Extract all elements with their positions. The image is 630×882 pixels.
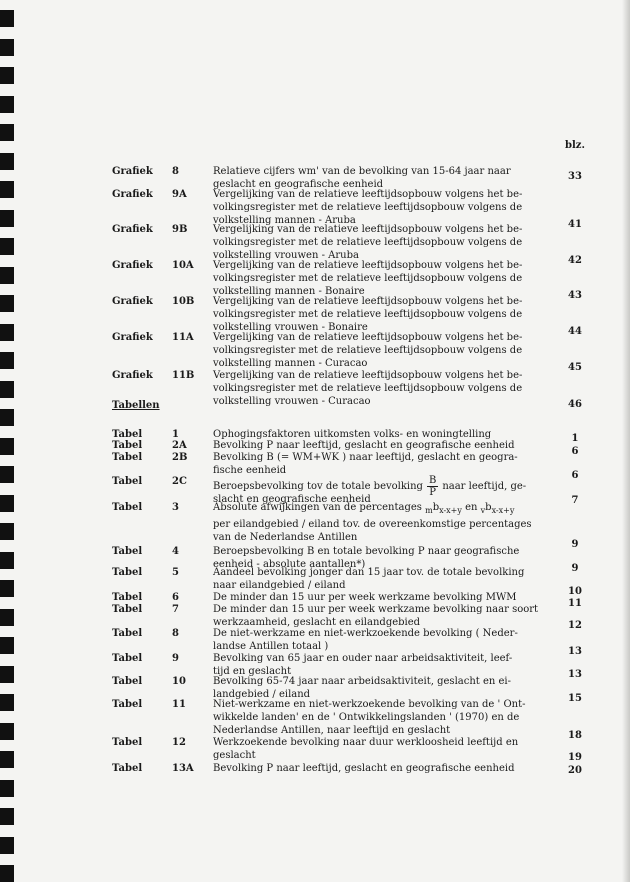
entry-page-number: 10 [568,586,582,597]
entry-number: 8 [172,166,179,177]
fraction [427,475,438,498]
subscript: v [480,506,486,515]
entry-kind: Tabel [112,429,143,440]
entry-kind: Tabel [112,502,143,513]
entry-kind: Grafiek [112,370,153,381]
entry-description [213,762,543,775]
entry-description [213,698,543,737]
binder-hole [0,438,14,455]
fraction-denominator: P [429,487,436,498]
entry-number: 11A [172,332,194,343]
description-line: volkingsregister met de relatieve leeftijdsopbouw volgens de [213,345,523,356]
entry-kind: Grafiek [112,296,153,307]
description-line: landse Antillen totaal ) [213,641,329,652]
entry-page-number: 18 [568,730,582,741]
description-line: Vergelijking van de relatieve leeftijdsopbouw volgens het be- [213,370,523,381]
entry-number: 10A [172,260,194,271]
entry-number: 8 [172,628,179,639]
description-line: geslacht [213,750,256,761]
binder-hole [0,295,14,312]
entry-page-number: 44 [568,326,582,337]
entry-page-number: 7 [571,495,579,506]
description-line: tijd en geslacht [213,666,292,677]
description-line: Vergelijking van de relatieve leeftijdsopbouw volgens het be- [213,332,523,343]
description-line: volkingsregister met de relatieve leeftijdsopbouw volgens de [213,309,523,320]
entry-kind: Tabel [112,476,143,487]
entry-description [213,603,543,629]
description-line: Vergelijking van de relatieve leeftijdsopbouw volgens het be- [213,296,523,307]
binder-hole [0,751,14,768]
binder-hole [0,466,14,483]
binder-hole [0,694,14,711]
description-line-formula [213,475,543,498]
binder-hole [0,666,14,683]
entry-description [213,451,543,477]
text-segment: Beroepsbevolking tov de totale bevolking [213,481,423,492]
description-line: Bevolking P naar leeftijd, geslacht en geografische eenheid [213,763,515,774]
description-line: Beroepsbevolking B en totale bevolking P naar geografische [213,546,520,557]
binder-hole [0,837,14,854]
entry-description [213,223,543,262]
description-line: De niet-werkzame en niet-werkzoekende bevolking ( Neder- [213,628,518,639]
binder-hole [0,96,14,113]
binder-hole [0,381,14,398]
binder-hole [0,181,14,198]
entry-number: 9 [172,653,179,664]
description-line: Nederlandse Antillen, naar leeftijd en geslacht [213,725,451,736]
description-line: volkstelling vrouwen - Bonaire [213,322,368,333]
entry-page-number: 46 [568,399,582,410]
entry-number: 11 [172,699,186,710]
subscript: m [425,506,433,515]
entry-number: 11B [172,370,195,381]
entry-page-number: 42 [568,255,582,266]
entry-kind: Grafiek [112,166,153,177]
description-line: Bevolking B (= WM+WK ) naar leeftijd, geslacht en geogra- [213,452,518,463]
tabellen-heading: Tabellen [112,400,160,411]
text-segment: b [485,502,492,513]
entry-page-number: 43 [568,290,582,301]
binder-hole [0,267,14,284]
entry-number: 12 [172,737,186,748]
binder-hole [0,10,14,27]
entry-page-number: 13 [568,646,582,657]
page-column-label: blz. [565,140,585,151]
entry-kind: Grafiek [112,224,153,235]
entry-number: 10B [172,296,195,307]
description-line: fische eenheid [213,465,287,476]
entry-kind: Tabel [112,628,143,639]
entry-description [213,295,543,334]
description-line: Relatieve cijfers wm' van de bevolking van 15-64 jaar naar [213,166,511,177]
entry-description [213,501,543,544]
binder-hole [0,352,14,369]
description-line: Vergelijking van de relatieve leeftijdsopbouw volgens het be- [213,224,523,235]
entry-page-number: 6 [571,446,579,457]
description-line: volkingsregister met de relatieve leeftijdsopbouw volgens de [213,273,523,284]
entry-page-number: 45 [568,362,582,373]
entry-description [213,259,543,298]
description-line: Aandeel bevolking jonger dan 15 jaar tov. de totale bevolking [213,567,525,578]
binder-hole [0,210,14,227]
entry-page-number: 11 [568,598,582,609]
description-line: Bevolking van 65 jaar en ouder naar arbeidsaktiviteit, leef- [213,653,513,664]
subscript: x-x+y [439,506,462,515]
description-line: wikkelde landen' en de ' Ontwikkelingslanden ' (1970) en de [213,712,520,723]
entry-kind: Tabel [112,699,143,710]
binder-hole [0,238,14,255]
entry-description [213,736,543,762]
entry-kind: Tabel [112,737,143,748]
entry-number: 6 [172,592,179,603]
description-line: Werkzoekende bevolking naar duur werkloosheid leeftijd en [213,737,519,748]
entry-page-number: 15 [568,693,582,704]
entry-description [213,627,543,653]
entry-kind: Tabel [112,440,143,451]
entry-page-number: 33 [568,171,582,182]
description-line: Vergelijking van de relatieve leeftijdsopbouw volgens het be- [213,260,523,271]
entry-page-number: 19 [568,752,582,763]
entry-number: 13A [172,763,194,774]
description-line: naar eilandgebied / eiland [213,580,346,591]
binder-hole [0,552,14,569]
entry-kind: Tabel [112,653,143,664]
description-line: volkstelling mannen - Aruba [213,215,356,226]
binder-hole [0,409,14,426]
description-line: Bevolking P naar leeftijd, geslacht en geografische eenheid [213,440,515,451]
entry-page-number: 41 [568,219,582,230]
binder-hole [0,124,14,141]
description-line: landgebied / eiland [213,689,311,700]
text-segment: en [461,502,481,513]
entry-number: 2B [172,452,188,463]
description-line: volkstelling mannen - Bonaire [213,286,365,297]
description-line: volkingsregister met de relatieve leeftijdsopbouw volgens de [213,202,523,213]
entry-page-number: 9 [571,539,579,550]
text-segment: naar leeftijd, ge- [442,481,527,492]
binder-hole [0,39,14,56]
description-line: Ophogingsfaktoren uitkomsten volks- en woningtelling [213,429,492,440]
description-line: volkstelling vrouwen - Aruba [213,250,359,261]
binder-hole [0,495,14,512]
description-line: werkzaamheid, geslacht en eilandgebied [213,617,421,628]
entry-number: 2A [172,440,187,451]
entry-number: 7 [172,604,179,615]
entry-number: 3 [172,502,179,513]
entry-number: 9B [172,224,188,235]
entry-page-number: 12 [568,620,582,631]
entry-page-number: 9 [571,563,579,574]
entry-page-number: 13 [568,669,582,680]
binder-hole [0,580,14,597]
description-line: Vergelijking van de relatieve leeftijdsopbouw volgens het be- [213,189,523,200]
entry-number: 1 [172,429,179,440]
description-line: slacht en geografische eenheid [213,494,371,505]
entry-number: 5 [172,567,179,578]
entry-number: 9A [172,189,187,200]
entry-kind: Tabel [112,546,143,557]
entry-kind: Tabel [112,676,143,687]
binder-hole [0,324,14,341]
entry-number: 2C [172,476,187,487]
description-line: geslacht en geografische eenheid [213,179,384,190]
entry-number: 10 [172,676,186,687]
binder-hole [0,780,14,797]
fraction-numerator: B [428,475,437,486]
description-line: volkingsregister met de relatieve leeftijdsopbouw volgens de [213,383,523,394]
binder-hole [0,67,14,84]
entry-description [213,188,543,227]
description-line: De minder dan 15 uur per week werkzame bevolking naar soort [213,604,539,615]
binder-hole [0,609,14,626]
entry-description [213,331,543,370]
subscript: x-x+y [491,506,515,515]
entry-kind: Grafiek [112,332,153,343]
entry-description [213,566,543,592]
description-line-formula [213,501,543,518]
entry-page-number: 6 [571,470,579,481]
entry-kind: Tabel [112,567,143,578]
description-line: De minder dan 15 uur per week werkzame bevolking MWM [213,592,517,603]
binder-hole [0,865,14,882]
binder-hole [0,637,14,654]
binder-hole [0,523,14,540]
entry-page-number: 1 [571,433,579,444]
description-line: eenheid - absolute aantallen*) [213,559,366,570]
entry-kind: Tabel [112,452,143,463]
description-line: volkingsregister met de relatieve leeftijdsopbouw volgens de [213,237,523,248]
description-line: Niet-werkzame en niet-werkzoekende bevolking van de ' Ont- [213,699,526,710]
description-line: Bevolking 65-74 jaar naar arbeidsaktiviteit, geslacht en ei- [213,676,511,687]
entry-page-number: 20 [568,765,582,776]
binder-hole [0,808,14,825]
entry-kind: Tabel [112,604,143,615]
description-line: per eilandgebied / eiland tov. de overeenkomstige percentages [213,519,532,530]
entry-kind: Grafiek [112,189,153,200]
entry-description [213,369,543,408]
binder-hole [0,153,14,170]
binder-hole [0,723,14,740]
description-line: volkstelling mannen - Curacao [213,358,368,369]
text-segment: Absolute afwijkingen van de percentages [213,502,426,513]
binder-holes [0,0,16,882]
entry-kind: Tabel [112,763,143,774]
description-line: volkstelling vrouwen - Curacao [213,396,371,407]
entry-kind: Tabel [112,592,143,603]
text-segment: b [432,502,440,513]
entry-kind: Grafiek [112,260,153,271]
entry-number: 4 [172,546,179,557]
description-line: van de Nederlandse Antillen [213,532,358,543]
page-edge-shadow [622,0,630,882]
